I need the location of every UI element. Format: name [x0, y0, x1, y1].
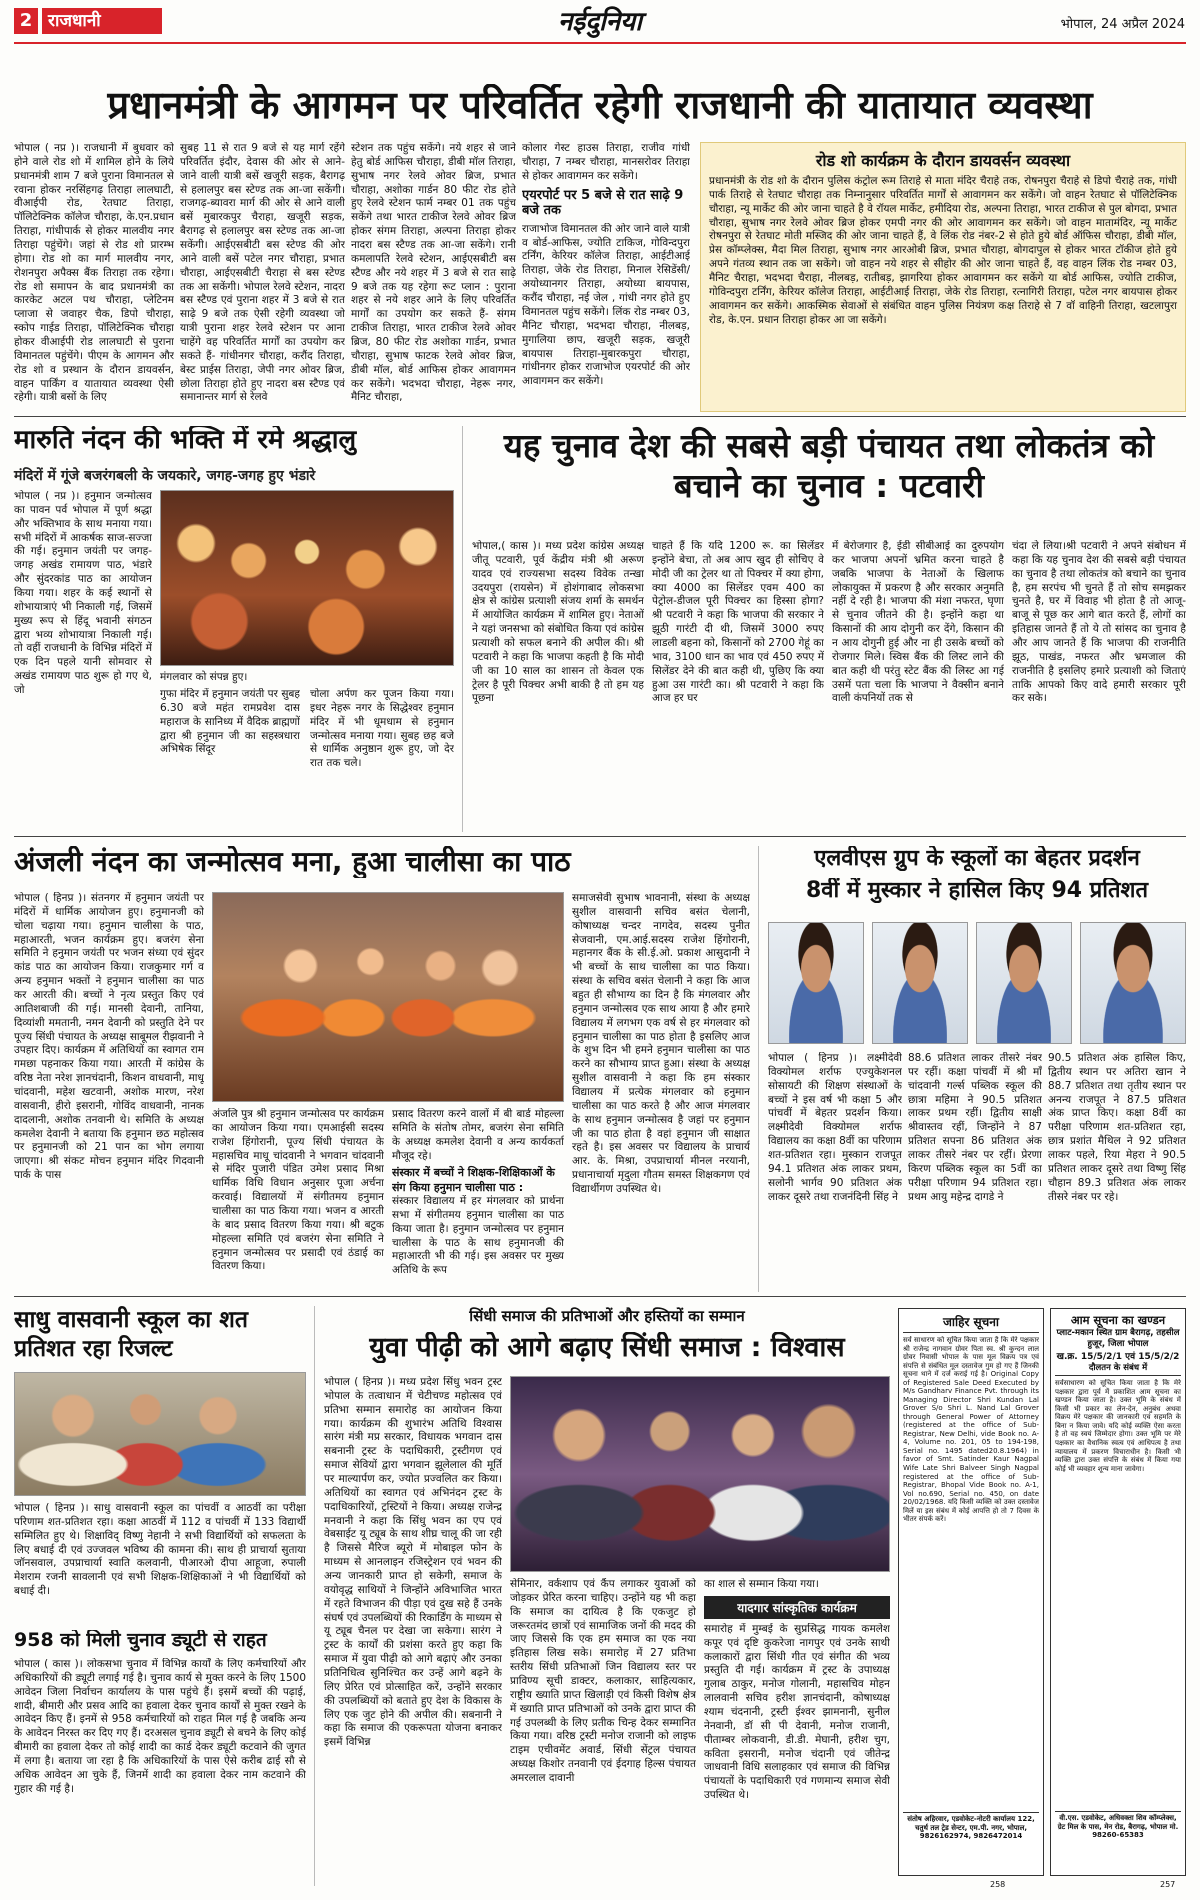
- maruti-col-2: गुफा मंदिर में हनुमान जयंती पर सुबह 6.30 बजे महंत रामप्रवेश दास महाराज के सानिध्य में वैदिक ब्राह्मणों द्वारा श्री हनुमान जी का सहस्त्रधारा अभिषेक सिंदूर: [160, 688, 300, 756]
- dateline: भोपाल, 24 अप्रैल 2024: [1060, 17, 1185, 32]
- lead-col-3: स्टेशन तक पहुंच सकेंगे। नये शहर से जाने हेतु बोर्ड आफिस चौराहा, डीबी मॉल तिराहा, सुभाष नगर रेलवे ओवर ब्रिज, प्रभात चौराहा, अशोका गार्डन 80 फीट रोड होते हुए रेलवे स्टेशन फार्म नम्बर 01 तक पहुंच सकेंगे तथा भारत टाकीज रेलवे ओवर ब्रिज होकर संगम तिराहा, अल्पना तिराहा होकर नादरा बस स्टैण्ड तक आ-जा सकेंगे। रानी कमलापति रेलवे स्टेशन, आईएसबीटी बस स्टैण्ड और नये शहर में 3 बजे से रात साढ़े 9 बजे तक यह रहेगा रूट प्लान : पुराना शहर से नये शहर आने के लिए परिवर्तित मार्गों का उपयोग कर सकते हैं- संगम टाकीज तिराहा, भारत टाकीज रेलवे ओवर ब्रिज, 80 फीट रोड अशोका गार्डन, प्रभात चौराहा, सुभाष फाटक रेलवे ओवर ब्रिज, डीबी मॉल, बोर्ड आफिस होकर आवागमन कर सकेंगे। भदभदा चौराहा, नेहरू नगर, मैनिट चौराहा,: [351, 142, 516, 404]
- election-duty-headline: 958 को मिली चुनाव ड्यूटी से राहत: [14, 1630, 267, 1651]
- diversion-box-title: रोड शो कार्यक्रम के दौरान डायवर्सन व्यवस्था: [815, 151, 1071, 170]
- sadhu-headline: साधु वासवानी स्कूल का शत प्रतिशत रहा रिजल्ट: [14, 1307, 249, 1362]
- anjali-subhead: संस्कार में बच्चों ने शिक्षक-शिक्षिकाओं के संग किया हनुमान चालीसा पाठ :: [392, 1166, 555, 1194]
- legal-notice-2-sub2: ख.क्र. 15/5/2/1 एवं 15/5/2/2: [1056, 1352, 1180, 1363]
- student-photo-1: [768, 922, 864, 1044]
- anjali-divider: [758, 846, 759, 1292]
- sadhu-body: भोपाल ( हिनप्र )। साधु वासवानी स्कूल का पांचवीं व आठवीं का परीक्षा परिणाम शत-प्रतिशत रहा। कक्षा आठवीं में 112 व पांचवीं में 133 विद्यार्थी सम्मिलित हुए थे। शिक्षाविद् विष्णु नेहानी ने सभी विद्यार्थियों को सफलता के लिए बधाई दी एवं उज्जवल भविष्य की कामना की। साथ ही प्राचार्या सुताया जॉनसवाल, उपप्राचार्या स्वाति कलवानी, पीआरओ दीपा आहूजा, रुपाली मेशराम रजनी सावलानी एवं सभी शिक्षक-शिक्षिकाओं ने भी विद्यार्थियों को बधाई दी।: [14, 1502, 306, 1598]
- paper-name: नईदुनिया: [558, 7, 642, 37]
- election-duty-body: भोपाल ( कास )। लोकसभा चुनाव में विभिन्न कार्यों के लिए कर्मचारियों और अधिकारियों की ड्यूटी लगाई गई है। चुनाव कार्य से मुक्त करने के लिए 1500 आवेदन जिला निर्वाचन कार्यालय के पास पहुंचे हैं। इसमें बच्चों की पढ़ाई, शादी, बीमारी और प्रसव आदि का हवाला देकर चुनाव कार्यों से मुक्त रखने के आवेदन किए हैं। इनमें से 958 कर्मचारियों को राहत मिल गई है जबकि अन्य के आवेदन निरस्त कर दिए गए हैं। दरअसल चुनाव ड्यूटी से बचने के लिए कोई बीमारी का हवाला देकर तो कोई शादी का कार्ड देकर ड्यूटी कटवाने की जुगत में लगा है। बताया जा रहा है कि अधिकारियों के पास ऐसे करीब ढाई सौ से अधिक आवेदन आ चुके हैं, जिनमें शादी का हवाला देकर नाम कटवाने की गुहार की गई है।: [14, 1658, 306, 1795]
- anjali-col-3-text: प्रसाद वितरण करने वालों में बी बार्ड मोहल्ला समिति के संतोष तोमर, बजरंग सेना समिति के अध्यक्ष कमलेश देवानी व अन्य कार्यकर्ता मौजूद रहे।: [392, 1108, 564, 1162]
- legal-notice-1-title: जाहिर सूचना: [903, 1313, 1039, 1333]
- legal-notice-2-title: आम सूचना का खण्डन: [1070, 1313, 1166, 1327]
- legal-notice-1-footer: संतोष अहिरवार, एडवोकेट-नोटरी कार्यालय 122, चतुर्थ तल ट्रेड सेन्टर, एम.पी. नगर, भोपाल, 9826162974, 9826472014: [903, 1812, 1039, 1841]
- yaadgar-title: यादगार सांस्कृतिक कार्यक्रम: [704, 1596, 890, 1619]
- lvs-col-1: भोपाल ( हिनप्र )। लक्ष्मीदेवी विक्योमल शर्राफ एज्युकेशनल सोसायटी की शिक्षण संस्थाओं के बच्चों ने इस वर्ष भी कक्षा 5 और पांचवीं में बेहतर प्रदर्शन किया। लक्ष्मीदेवी विक्योमल शर्राफ विद्यालय का कक्षा 8वीं का परिणाम शत-प्रतिशत रहा। मुस्कान राजपूत 94.1 प्रतिशत अंक लाकर प्रथम, सलोनी भार्गव 90 प्रतिशत अंक लाकर दूसरे तथा राजनंदिनी सिंह ने: [768, 1052, 902, 1203]
- sindhi-col-1: भोपाल ( हिनप्र )। मध्य प्रदेश सिंधु भवन ट्रस्ट भोपाल के तत्वाधान में चेटीचण्ड महोत्सव एवं प्रतिभा सम्मान समारोह का आयोजन किया गया। कार्यक्रम की शुभारंभ अतिथि विश्वास सारंग मंत्री मप्र सरकार, विधायक भगवान दास सबनानी ट्रस्ट के पदाधिकारी, ट्रस्टीगण एवं समाज सेवियों द्वारा भगवान झूलेलाल की मूर्ति पर माल्यार्पण कर, ज्योत प्रज्वलित कर किया। अतिथियों का स्वागत एवं अभिनंदन ट्रस्ट के पदाधिकारियों, ट्रस्टियों ने किया। अध्यक्ष राजेन्द्र मनवानी ने कहा कि सिंधु भवन का एप एवं वेबसाईट यू ट्यूब के साथ शीघ्र चालू की जा रही है जिससे मैरिज ब्यूरो में मोबाइल फोन के माध्यम से आनलाइन रजिस्ट्रेशन एवं भवन की अन्य जानकारी प्राप्त हो सकेगी, समाज के वयोवृद्ध साथियों ने जिन्होंने अविभाजित भारत में रहते विभाजन की पीड़ा एवं दुख सहे हैं उनके संघर्ष एवं उपलब्धियों की रिकार्डिंग के माध्यम से यू ट्यूब चैनल पर देखा जा सकेगा। सारंग ने ट्रस्ट के कार्यों की प्रशंसा करते हुए कहा कि समाज में युवा पीढ़ी को आगे बढ़ाएं और उनका प्रतिनिधित्व सुनिश्चित कर उन्हें आगे बढ़ने के लिए प्रेरित एवं प्रोत्साहित करें, उन्होंने सरकार की उपलब्धियों को बताते हुए देश के विकास के लिए एक जुट होने की अपील की। सबनानी ने कहा कि समाज की एकरूपता योजना बनाकर इसमें विभिन्न: [324, 1376, 502, 1749]
- lead-col-4: [522, 142, 690, 410]
- legal-notice-2-body: सर्वसाधारण को सूचित किया जाता है कि मेरे पक्षकार द्वारा पूर्व में प्रकाशित आम सूचना का खण्डन किया जाता है। उक्त भूमि के संबंध में किसी भी प्रकार का लेन-देन, अनुबंध अथवा विक्रय मेरे पक्षकार की जानकारी एवं सहमति के बिना न किया जावे। यदि कोई व्यक्ति ऐसा करता है तो वह स्वयं जिम्मेदार होगा। उक्त भूमि पर मेरे पक्षकार का वैधानिक स्वत्व एवं आधिपत्य है तथा न्यायालय में प्रकरण विचाराधीन है। किसी भी व्यक्ति द्वारा उक्त संपत्ति के संबंध में किया गया कोई भी व्यवहार शून्य माना जावेगा।: [1055, 1379, 1181, 1473]
- anjali-stage-photo: [212, 892, 564, 1102]
- lead-col-4-subhead: एयरपोर्ट पर 5 बजे से रात साढ़े 9 बजे तक: [522, 187, 684, 219]
- patwari-col-1: भोपाल,( कास )। मध्य प्रदेश कांग्रेस अध्यक्ष जीतू पटवारी, पूर्व केंद्रीय मंत्री श्री अरूण यादव एवं राज्यसभा सदस्य विवेक तन्खा उदयपुरा (रायसेन) में होशंगाबाद लोकसभा क्षेत्र से कांग्रेस प्रत्याशी संजय शर्मा के समर्थन में आयोजित कार्यक्रम में शामिल हुए। नेताओं ने यहां जनसभा को संबोधित किया एवं कांग्रेस प्रत्याशी को सफल बनाने की अपील की। श्री पटवारी ने कहा कि भाजपा कहती है कि मोदी जी का 10 साल का शासन तो केवल एक ट्रेलर है पूरी पिक्चर अभी बाकी है तो हम यह पूछना: [472, 540, 644, 705]
- lvs-headline-1: एलवीएस ग्रुप के स्कूलों का बेहतर प्रदर्शन: [814, 846, 1140, 871]
- maruti-col-3: चोला अर्पण कर पूजन किया गया। इधर नेहरू नगर के सिद्धेश्वर हनुमान मंदिर में भी धूमधाम से हनुमान जन्मोत्सव मनाया गया। सुबह छह बजे से धार्मिक अनुष्ठान शुरू हुए, जो देर रात तक चले।: [310, 688, 454, 770]
- diversion-box: [700, 142, 1186, 412]
- lvs-col-3: 90.5 प्रतिशत अंक हासिल किए, द्वितीय स्थान पर अतिरा खान ने 88.7 प्रतिशत तथा तृतीय स्थान पर अनन्य राजपूत ने 87.5 प्रतिशत अंक प्राप्त किए। कक्षा 8वीं का परीक्षा परिणाम शत-प्रतिशत रहा, छात्र प्रशांत मैथिल ने 92 प्रतिशत लाकर पहले, रिया मेहरा ने 90.5 प्रतिशत लाकर दूसरे तथा विष्णु सिंह चौहान 89.3 प्रतिशत अंक लाकर तीसरे नंबर पर रहे।: [1048, 1052, 1186, 1203]
- anjali-col-2: अंजलि पुत्र श्री हनुमान जन्मोत्सव पर कार्यक्रम का आयोजन किया गया। एमआईसी सदस्य राजेश हिंगोरानी, पूज्य सिंधी पंचायत के महासचिव माधू चांदवानी ने भगवान चांदवानी से मंदिर पुजारी पंडित उमेश प्रसाद मिश्रा धार्मिक विधि विधान अनुसार पूजा अर्चना करवाई। विद्यालयों में संगीतमय हनुमान चालीसा का पाठ किया गया। भजन व आरती के बाद प्रसाद वितरण किया गया। श्री बटुक मोहल्ला समिति एवं बजरंग सेना समिति ने हनुमान जन्मोत्सव पर प्रसादी एवं ठंडाई का वितरण किया।: [212, 1108, 384, 1273]
- maruti-caption: मंगलवार को संपन्न हुए।: [160, 671, 248, 683]
- lvs-headline-2: 8वीं में मुस्कार ने हासिल किए 94 प्रतिशत: [805, 878, 1149, 903]
- patwari-col-2: चाहते हैं कि यदि 1200 रू. का सिलेंडर इन्होंने बेचा, तो अब आप खुद ही सोचिए वे मोदी जी का ट्रेलर था तो पिक्चर में क्या होगा, क्या 4000 का सिलेंडर एवम 400 का पेट्रोल-डीजल पूरी पिक्चर का हिस्सा होगा? श्री पटवारी ने कहा कि भाजपा की सरकार ने झूठी गारंटी दी थी, जिसमें 3000 रुपए लाडली बहना को, किसानों को 2700 गेहूं का भाव, 3100 धान का भाव एवं 450 रुपए में सिलेंडर देने की बात कही थी, पुछिए कि क्या हुआ उस गारंटी का। श्री पटवारी ने कहा कि आज हर घर: [652, 540, 824, 705]
- maruti-headline: मारुति नंदन की भक्ति में रमे श्रद्धालु: [14, 426, 357, 455]
- maruti-crowd-photo: [160, 490, 454, 666]
- patwari-col-3: में बेरोजगार है, ईडी सीबीआई का दुरुपयोग कर भाजपा अपनों भ्रमित करना चाहते है जबकि भाजपा के नेताओं के खिलाफ लोकायुक्त में प्रकरण है और सरकार अनुमति नहीं दे रही है। भाजपा की मंशा नफरत, घृणा से चुनाव जीतने की है। इन्होंने कहा था किसानों की आय दोगुनी कर देंगे, किसान की न आय दोगुनी हुई और ना ही उसके बच्चों को रोजगार मिले। स्विस बैंक की लिस्ट लाने की बात कही थी परंतु स्टेट बैंक की लिस्ट आ गई उसमें पता चला कि भाजपा ने वैक्सीन बनाने वाली कंपनियों तक से: [832, 540, 1004, 705]
- masthead: [0, 0, 1200, 46]
- sadhu-school-photo: [14, 1372, 306, 1496]
- section-divider-2: [14, 836, 1186, 837]
- maruti-divider: [462, 426, 463, 832]
- legal-notice-2-sub: प्लाट-मकान स्थित ग्राम बैरागढ़, तहसील हुजूर, जिला भोपाल: [1056, 1328, 1180, 1349]
- anjali-col-4: समाजसेवी सुभाष भावनानी, संस्था के अध्यक्ष सुशील वासवानी सचिव बसंत चेलानी, कोषाध्यक्ष चन्दर नागदेव, सदस्य पुनीत सेजवानी, एम.आई.सदस्य राजेश हिंगोरानी, महानगर बैंक के सी.ई.ओ. प्रकाश आसुदानी ने भी बच्चों के साथ चालीसा का पाठ किया। संस्था के सचिव बसंत चेलानी ने कहा कि आज बहुत ही सौभाग्य का दिन है कि मंगलवार और हनुमान जन्मोत्सव एक साथ आया है और हमारे विद्यालय में लगभग एक वर्ष से हर मंगलवार को हनुमान चालीसा का पाठ होता है इसलिए आज के शुभ दिन भी हमने हनुमान चालीसा का पाठ करने का सौभाग्य प्राप्त हुआ। संस्था के अध्यक्ष सुशील वासवानी ने कहा कि हम संस्कार विद्यालय में प्रत्येक मंगलवार को हनुमान चालीसा का पाठ करते है और आज मंगलवार के साथ हनुमान जन्मोत्सव है जहां पर हनुमान जी का पाठ होता है वहां हनुमान जी साक्षात रहते है। इस अवसर पर विद्यालय के प्राचार्य आर. के. मिश्रा, उपप्राचार्या मीनल नरयानी, प्रधानाचार्या मृदुला गौतम समस्त शिक्षकगण एवं विद्यार्थीगण उपस्थित थे।: [572, 892, 750, 1196]
- diversion-box-text: प्रधानमंत्री के रोड शो के दौरान पुलिस कंट्रोल रूम तिराहे से माता मंदिर चैराहे तक, रोषनपुरा चैराहे से डिपो चैराहे तक, गांधी पार्क तिराहे से रेतघाट चौराहा तक निम्नानुसार परिवर्तित मार्गों से आवागमन कर सकेंगे। जो वाहन रेतघाट से पॉलिटेक्निक चौराहा, न्यू मार्केट की ओर जाना चाहते है वे रॉयल मार्केट, हमीदिया रोड, अल्पना तिराहा, भारत टाकीज से पुल बोगदा, प्रभात चौराहा, सुभाष नगर रेलवे ओवर ब्रिज होकर एमपी नगर की ओर आवागमन कर सकेंगे। जो वाहन मातामंदिर, न्यू मार्केट रोषनपुरा से रेतघाट मोती मस्जिद की ओर जाना चाहते हैं, वे लिंक रोड नंबर-2 से होते हुये बोर्ड ऑफिस चौराहा, डीबी मॉल, प्रेस कॉम्प्लेक्स, मैदा मिल तिराहा, सुभाष नगर आरओबी ब्रिज, प्रभात चौराहा, बोगदापुल से होकर भारत टॉकीज होते हुये अपने गंतव्य स्थान तक जा सकेंगे। जो वाहन नये शहर से सीहोर की ओर जाना चाहते हैं, वह वाहन लिंक रोड नम्बर 03, मैनिट चैराहा, भदभदा चैराहा, नीलबड़, रातीबड़, झागरिया होकर आवागमन कर सकेंगे या बोर्ड आफिस, ज्योति टाकीज, गोविन्दपुरा टर्निंग, केरियर कॉलेज तिराहा, आईटीआई तिराहा, जेके रोड तिराहा, रत्नागिरी तिराहा, पटेल नगर बायपास होकर आवागमन कर सकेंगे। आकस्मिक सेवाओं से संबंधित वाहन पुलिस नियंत्रण कक्ष तिराहे से 7 वॉ वाहिनी तिराहा, खटलापुरा रोड, के.एन. प्रधान तिराहा होकर आ जा सकेंगे।: [709, 175, 1177, 326]
- sindhi-award-photo: [510, 1376, 890, 1572]
- masthead-rule: [14, 42, 1186, 44]
- lead-col-1: भोपाल ( नप्र )। राजधानी में बुधवार को होने वाले रोड शो में शामिल होने के लिये प्रधानमंत्री शाम 7 बजे पुराना विमानतल से रवाना होकर नरसिंहगढ़ तिराहा लालघाटी, वीआईपी रोड, रेतघाट तिराहा, पॉलिटेक्निक कॉलेज चौराहा, के.एन.प्रधान तिराहा, गांधीपार्क से होकर मालवीय नगर तिराहा पहुंचेंगे। जहां से रोड शो प्रारम्भ होगा। रोड शो का मार्ग मालवीय नगर, रोशनपुरा अपैक्स बैंक तिराहा तक रहेगा। रोड शो समापन के बाद प्रधानमंत्री का कारकेट अटल पथ चौराहा, प्लेटिनम प्लाजा से जवाहर चैक, डिपो चौराहा, स्कोप गाईड तिराहा, पॉलिटेक्निक चौराहा होकर वीआईपी रोड लालघाटी से पुराना विमानतल पहुंचेंगे। पीएम के आगमन और रोड शो व प्रस्थान के दौरान डायवर्सन, वाहन पार्किंग व यातायात व्यवस्था ऐसी रहेगी। यात्री बसों के लिए: [14, 142, 174, 404]
- folio-left: 258: [990, 1880, 1006, 1889]
- anjali-headline: अंजली नंदन का जन्मोत्सव मना, हुआ चालीसा का पाठ: [14, 846, 571, 878]
- lead-col-2: सुबह 11 से रात 9 बजे से यह मार्ग रहेंगे परिवर्तित इंदौर, देवास की ओर से आने-जाने वाली यात्री बसें खजूरी सड़क, बैरागढ़ से हलालपुर बस स्टेण्ड तक आ-जा सकेंगी। राजगढ़-ब्यावरा मार्ग की ओर से आने वाली बसें मुबारकपुर चैराहा, खजूरी सड़क, बैरागढ़ से हलालपुर बस स्टेण्ड तक आ-जा सकेंगी। आईएसबीटी बस स्टेण्ड की ओर आने वाली बसें पटेल नगर चौराहा, प्रभात चौराहा, आईएसबीटी चैराहा से बस स्टेण्ड तक आ सकेंगी। भोपाल रेलवे स्टेशन, नादरा बस स्टैण्ड एवं पुराना शहर में 3 बजे से रात साढ़े 9 बजे तक ऐसी रहेगी व्यवस्था जो यात्री पुराना शहर रेलवे स्टेशन पर आना चाहेंगे वह परिवर्तित मार्गों का उपयोग कर सकते हैं- गांधीनगर चौराहा, करौंद तिराहा, बेस्ट प्राईस तिराहा, जेपी नगर ओवर ब्रिज, छोला तिराहा होते हुए नादरा बस स्टैण्ड एवं समानान्तर मार्ग से रेलवे: [180, 142, 345, 404]
- sadhu-divider: [314, 1306, 315, 1886]
- sindhi-col-3: [704, 1578, 890, 1884]
- maruti-col-1: भोपाल ( नप्र )। हनुमान जन्मोत्सव का पावन पर्व भोपाल में पूर्ण श्रद्धा और भक्तिभाव के साथ मनाया गया। सभी मंदिरों में आकर्षक साज-सज्जा की गई। हनुमान जयंती पर जगह-जगह अखंड रामायण पाठ, भंडारे और सुंदरकांड पाठ का आयोजन किया गया। शहर के कई स्थानों से शोभायात्राएं भी निकाली गई, जिसमें मुख्य रूप से हिंदू भवानी संगठन द्वारा भव्य शोभायात्रा निकाली गई। तो वहीं राजधानी के विभिन्न मंदिरों में एक दिन पहले यानी सोमवार से अखंड रामायण पाठ शुरू हो गए थे, जो: [14, 490, 152, 697]
- sindhi-kicker: सिंधी समाज की प्रतिभाओं और हस्तियों का सम्मान: [469, 1307, 745, 1325]
- lead-headline: प्रधानमंत्री के आगमन पर परिवर्तित रहेगी राजधानी की यातायात व्यवस्था: [107, 84, 1093, 127]
- anjali-col-3: [392, 1108, 564, 1290]
- legal-notice-2-footer: वी.एस. एडवोकेट, अधिवक्ता शिव कॉम्प्लेक्स, ग्रेट मिल के पास, मेन रोड, बैरागढ़, भोपाल मो. 98260-65383: [1055, 1811, 1181, 1840]
- folio-right: 257: [1160, 1880, 1176, 1889]
- sindhi-col-2: सेमिनार, वर्कशाप एवं कैंप लगाकर युवाओं को जोड़कर प्रेरित करना चाहिए। उन्होंने यह भी कहा कि समाज का दायित्व है कि एकजुट हो जरूरतमंद छात्रों एवं सामाजिक जनों की मदद की जाए जिससे कि एक हम समाज का एक नया इतिहास लिख सके। समारोह में 27 प्रतिभा स्तरीय सिंधी प्रतिभाओं जिन विद्यालय स्तर पर प्राविण्य सूची डाक्टर, कलाकार, साहित्यकार, राष्ट्रीय ख्याति प्राप्त खिलाड़ी एवं किसी विशेष क्षेत्र में ख्याति प्राप्त प्रतिभाओं को उनके द्वारा प्राप्त की गई उपलब्धी के लिए प्रतीक चिन्ह देकर सम्मानित किया गया। वरिष्ठ ट्रस्टी मनोज राजानी को लाइफ टाइम एचीवमेंट अवार्ड, सिंधी सेंट्रल पंचायत अध्यक्ष किशोर तनवानी एवं ईदगाह हिल्स पंचायत अमरलाल दावानी: [510, 1578, 696, 1785]
- student-photo-3: [976, 922, 1072, 1044]
- sindhi-col-3-top: का शाल से सम्मान किया गया।: [704, 1578, 819, 1590]
- legal-notice-1-body: सर्व साधारण को सूचित किया जाता है कि मेरे पक्षकार श्री राजेन्द्र नागवान ग्रोवर पिता स्व. श्री कुन्दन लाल ग्रोवर निवासी भोपाल के पास मूल विक्रय पत्र एवं संपत्ति से संबंधित मूल दस्तावेज गुम हो गए हैं जिनकी सूचना थाने में दर्ज कराई गई है। Original Copy of Registered Sale Deed Executed by M/s Gandharv Finance Pvt. through its Managing Director Shri Kundan Lal Grover S/o Shri L. Nand Lal Grover through General Power of Attorney (registered at the office of Sub-Registrar, New Delhi, vide Book no. A-4, Volume no. 201, 05 to 194-198, Serial no. 1495 dated20.8.1964) in favor of Smt. Satinder Kaur Nagpal Wife Late Shri Balveer Singh Nagpal registered at the office of Sub-Registrar, Bhopal Vide Book no. A-1, Vol no.690, Serial no. 450, on date 20/02/1968. यदि किसी व्यक्ति को उक्त दस्तावेज मिलें या इस संबंध में कोई आपत्ति हो तो 7 दिवस के भीतर संपर्क करें।: [903, 1336, 1039, 1524]
- anjali-col-1: भोपाल ( हिनप्र )। संतनगर में हनुमान जयंती पर मंदिरों में धार्मिक आयोजन हुए। हनुमानजी को चोला चढ़ाया गया। हनुमान चालीसा के पाठ, महाआरती, भजन कार्यक्रम हुए। बजरंग सेना समिति ने हनुमान जयंती पर भजन संध्या एवं सुंदर कांड पाठ का आयोजन किया। राजकुमार गर्ग व अन्य हनुमान भक्तों ने हनुमान चालीसा का पाठ कर आरती की। बच्चों ने नृत्य प्रस्तुत किए एवं आतिशबाजी की गई। मानसी देवानी, तानिया, दिव्यांशी ममतानी, नमन देवानी को प्रस्तुति देने पर पूज्य सिंधी पंचायत के अध्यक्ष साबूमल रीझवानी ने उपहार दिए। कार्यक्रम में अतिथियों का स्वागत राम गमछा पहनाकर किया गया। आरती में कांग्रेस के वरिष्ठ नेता नरेश ज्ञानचंदानी, किशन वाधवानी, माधू चांदवानी, महेश खटवानी, अशोक मारण, नरेश वासवानी, हीरो इसरानी, गोविंद वाधवानी, नानक दादलानी, अशोक तनवानी थे। समिति के अध्यक्ष कमलेश देवानी ने बताया कि हनुमान छठ महोत्सव पर हनुमानजी को 21 पान का भोग लगाया जाएगा। श्री संकट मोचन हनुमान मंदिर गिदवानी पार्क के पास: [14, 892, 204, 1182]
- patwari-col-4: चंदा ले लिया।श्री पटवारी ने अपने संबोधन में कहा कि यह चुनाव देश की सबसे बड़ी पंचायत का चुनाव है तथा लोकतंत्र को बचाने का चुनाव है, हम सरपंच भी चुनते हैं तो सोच समझकर चुनते है, घर में विवाह भी होता है तो आजू-बाजू से पूछ कर आगे बात करते हैं, लोगों का इतिहास जानते हैं तो ये तो सांसद का चुनाव है और आप जानते हैं कि भाजपा की राजनीति झूठ, पाखंड, नफरत और भ्रमजाल की राजनीति है इसलिए हमारे प्रत्याशी को जिताएं ताकि आपको किए वादे हमारी सरकार पूरी कर सके।: [1012, 540, 1186, 705]
- legal-notice-2: [1050, 1308, 1186, 1876]
- yaadgar-body: समारोह में मुम्बई के सुप्रसिद्ध गायक कमलेश कपूर एवं दृष्टि कुकरेजा नागपुर एवं उनके साथी कलाकारों द्वारा सिंधी गीत एवं संगीत की भव्य प्रस्तुति दी गई। कार्यक्रम में ट्रस्ट के उपाध्यक्ष गुलाब ठाकुर, मनोज गोलानी, महासचिव मोहन लालवानी सचिव हरीश ज्ञानचंदानी, कोषाध्यक्ष श्याम चंदनानी, ट्रस्टी ईश्वर झामनानी, सुनील नेनवानी, डॉ सी पी देवानी, मनोज राजानी, पीताम्बर लोकवानी, डी.डी. मेघानी, हरीश चुग, कविता इसरानी, मनोज चंदानी एवं जीतेन्द्र जाधवानी विधि सलाहकार एवं समाज की विभिन्न पंचायतों के पदाधिकारी एवं गणमान्य समाज सेवी उपस्थित थे।: [704, 1622, 890, 1802]
- lead-col-4-intro: कोलार गेस्ट हाउस तिराहा, राजीव गांधी चौराहा, 7 नम्बर चौराहा, मानसरोवर तिराहा से होकर आवागमन कर सकेंगे।: [522, 142, 690, 182]
- sindhi-headline: युवा पीढ़ी को आगे बढ़ाए सिंधी समाज : विश्वास: [369, 1332, 845, 1363]
- maruti-subhead: मंदिरों में गूंजे बजरंगबली के जयकारे, जगह-जगह हुए भंडारे: [14, 468, 316, 484]
- student-photo-2: [872, 922, 968, 1044]
- lvs-col-2: 88.6 प्रतिशत लाकर तीसरे नंबर पर रहीं। कक्षा पांचवीं में श्री माँ चांदवानी गर्ल्स पब्लिक स्कूल की छात्रा महिमा ने 90.5 प्रतिशत लाकर प्रथम रहीं। द्वितीय साक्षी श्रीवास्तव रहीं, जिन्होंने ने 87 प्रतिशत सपना 86 प्रतिशत अंक लाकर तीसरे नंबर पर रहीं। प्रेरणा किरण पब्लिक स्कूल का 5वीं का परीक्षा परिणाम 94 प्रतिशत रहा। प्रथम आयु महेन्द्र दागडे ने: [908, 1052, 1042, 1203]
- legal-notice-2-sub3: दौलतन के संबंध में: [1055, 1362, 1181, 1376]
- legal-notice-1: [898, 1308, 1044, 1876]
- student-photo-4: [1080, 922, 1186, 1044]
- anjali-col-3b-text: संस्कार विद्यालय में हर मंगलवार को प्रार्थना सभा में संगीतमय हनुमान चालीसा का पाठ किया जाता है। हनुमान जन्मोत्सव पर हनुमान चालीसा के पाठ के साथ हनुमानजी की महाआरती भी की गई। इस अवसर पर मुख्य अतिथि के रूप: [392, 1195, 564, 1277]
- lead-col-4-body: राजाभोज विमानतल की ओर जाने वाले यात्री व बोर्ड-आफिस, ज्योति टाकिज, गोविन्दपुरा टर्निंग, केरियर कॉलेज तिराहा, आईटीआई तिराहा, जेके रोड तिराहा, मिनाल रेसिडेंसी/अयोध्यानगर तिराहा, अयोध्या बायपास, करौंद चौराहा, नई जेल , गांधी नगर होते हुए विमानतल पहुंच सकेंगे। लिंक रोड नम्बर 03, मैनिट चौराहा, भदभदा चौराहा, नीलबड़, मुगालिया छाप, खजूरी सड़क, खजूरी बायपास तिराहा-मुबारकपुरा चौराहा, गांधीनगर होकर राजाभोज एयरपोर्ट की ओर आवागमन कर सकेंगे।: [522, 222, 690, 388]
- page-number-badge: 2: [14, 8, 38, 34]
- patwari-headline: यह चुनाव देश की सबसे बड़ी पंचायत तथा लोकतंत्र को बचाने का चुनाव : पटवारी: [503, 426, 1155, 506]
- section-divider: [14, 416, 1186, 417]
- section-divider-3: [14, 1296, 1186, 1297]
- section-label: राजधानी: [42, 8, 162, 34]
